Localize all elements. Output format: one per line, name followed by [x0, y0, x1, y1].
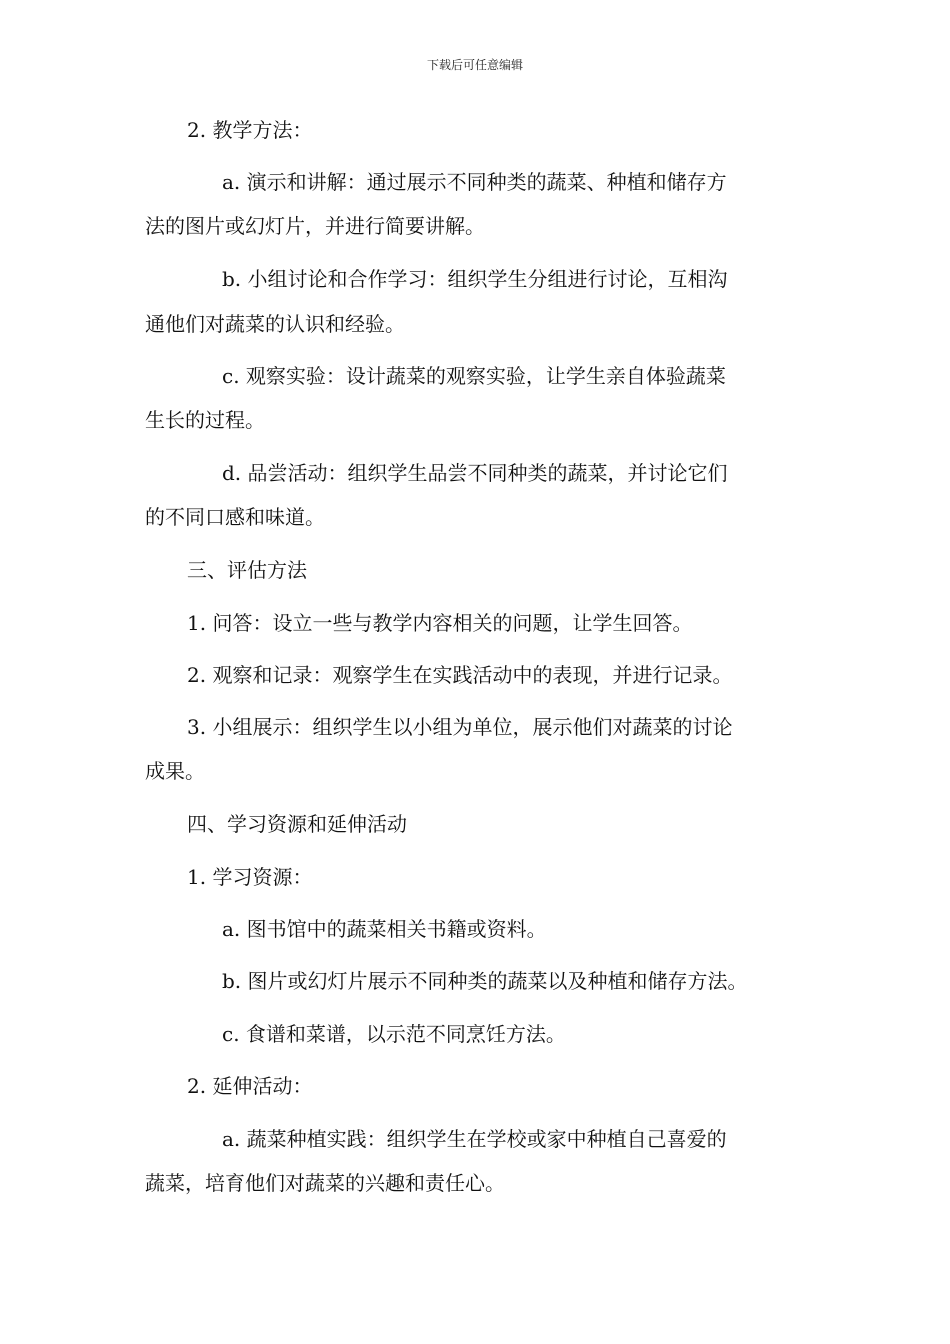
- list-item: 3. 小组展示：组织学生以小组为单位，展示他们对蔬菜的讨论: [187, 715, 733, 739]
- paragraph-continuation: 生长的过程。: [145, 408, 265, 432]
- list-item: c. 观察实验：设计蔬菜的观察实验，让学生亲自体验蔬菜: [222, 364, 726, 388]
- list-item: b. 图片或幻灯片展示不同种类的蔬菜以及种植和储存方法。: [222, 969, 748, 993]
- list-item: a. 图书馆中的蔬菜相关书籍或资料。: [222, 917, 547, 941]
- paragraph-continuation: 成果。: [145, 759, 205, 783]
- list-item-heading: 2. 延伸活动：: [187, 1074, 313, 1098]
- list-item: a. 蔬菜种植实践：组织学生在学校或家中种植自己喜爱的: [222, 1127, 727, 1151]
- paragraph-continuation: 通他们对蔬菜的认识和经验。: [145, 312, 405, 336]
- section-heading: 四、学习资源和延伸活动: [187, 812, 407, 836]
- list-item: d. 品尝活动：组织学生品尝不同种类的蔬菜，并讨论它们: [222, 461, 728, 485]
- list-item: 2. 观察和记录：观察学生在实践活动中的表现，并进行记录。: [187, 663, 733, 687]
- paragraph-continuation: 的不同口感和味道。: [145, 505, 325, 529]
- list-item-heading: 2. 教学方法：: [187, 118, 313, 142]
- list-item-heading: 1. 学习资源：: [187, 865, 313, 889]
- section-heading: 三、评估方法: [187, 558, 307, 582]
- list-item: c. 食谱和菜谱，以示范不同烹饪方法。: [222, 1022, 566, 1046]
- paragraph-continuation: 法的图片或幻灯片，并进行简要讲解。: [145, 214, 485, 238]
- list-item: a. 演示和讲解：通过展示不同种类的蔬菜、种植和储存方: [222, 170, 727, 194]
- page-header: 下载后可任意编辑: [426, 58, 523, 72]
- paragraph-continuation: 蔬菜，培育他们对蔬菜的兴趣和责任心。: [145, 1171, 505, 1195]
- list-item: 1. 问答：设立一些与教学内容相关的问题，让学生回答。: [187, 611, 693, 635]
- list-item: b. 小组讨论和合作学习：组织学生分组进行讨论，互相沟: [222, 267, 728, 291]
